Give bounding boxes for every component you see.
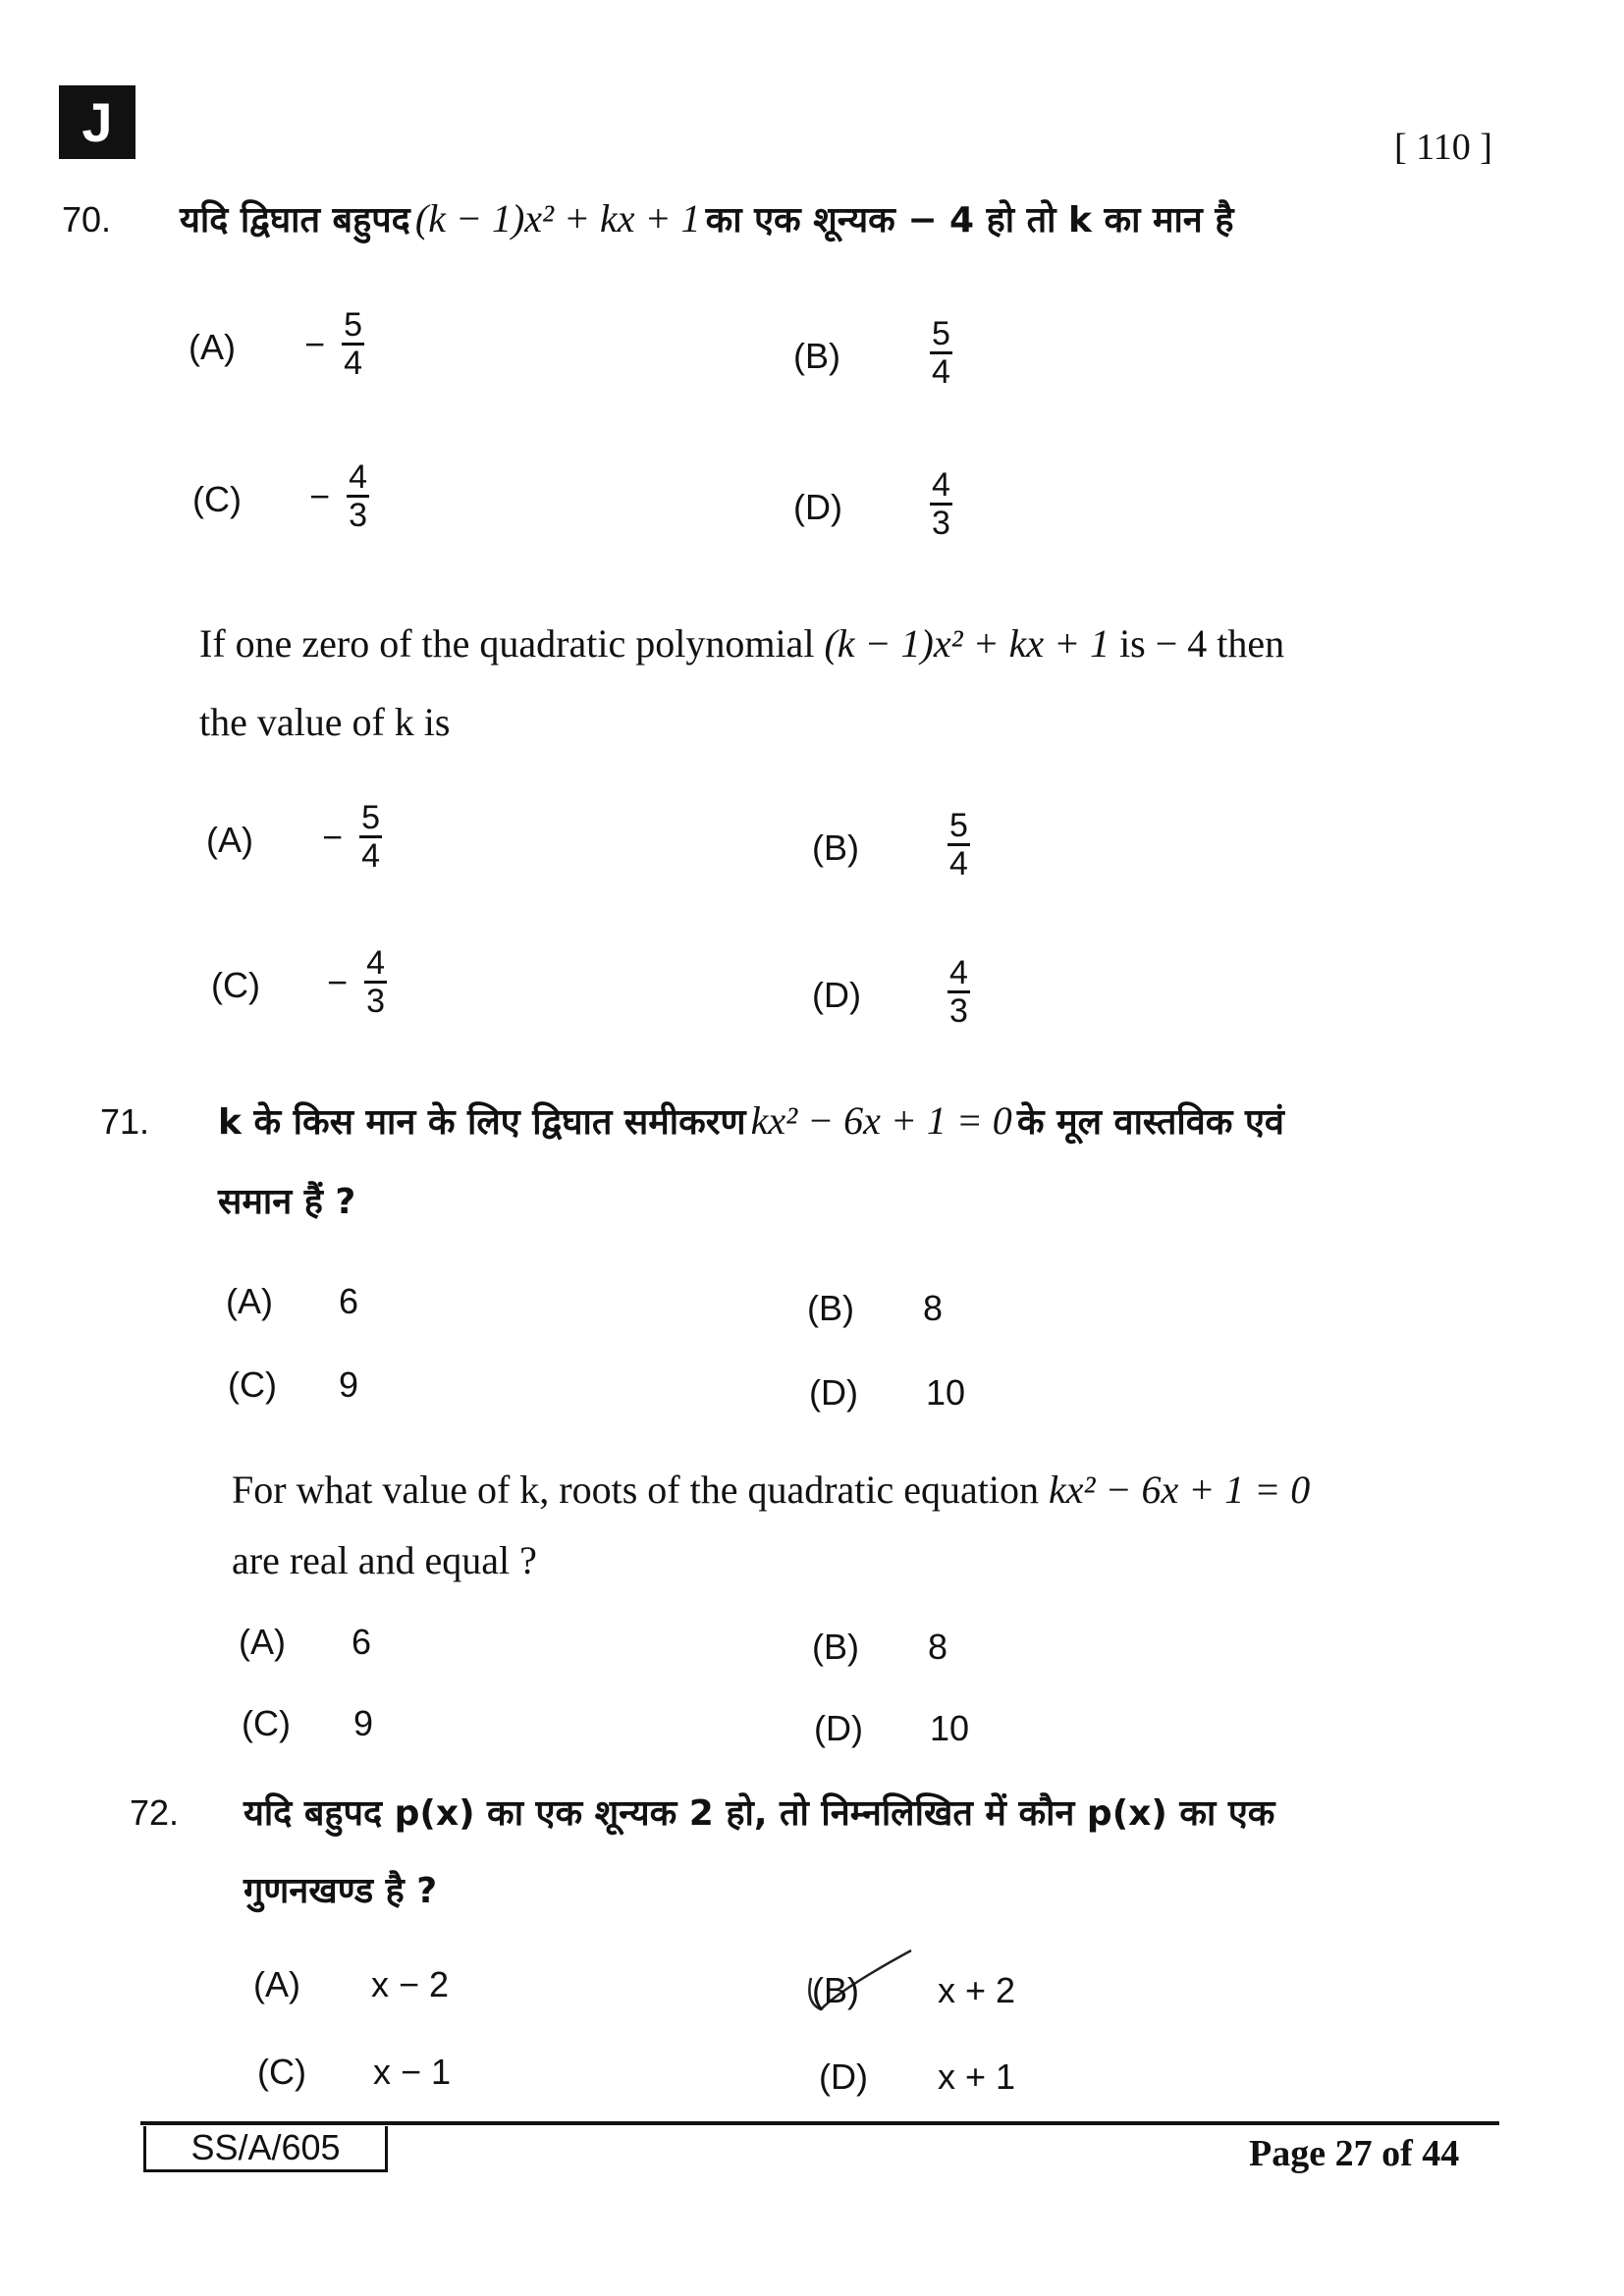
option-label: (C) [242,1703,291,1743]
denominator: 4 [344,345,363,382]
minus-sign: − [309,475,331,516]
option-value: x − 1 [373,2052,452,2092]
text: के मूल वास्तविक एवं [1016,1102,1284,1143]
option-value: 9 [339,1364,359,1405]
math-expression: (k − 1)x² + kx + 1 [414,196,701,240]
question-72-hindi-line2: गुणनखण्ड है ? [244,1871,438,1911]
denominator: 3 [349,497,368,534]
denominator: 4 [361,837,381,875]
fraction [930,316,952,390]
option-value [322,800,382,874]
question-number: 71. [100,1101,150,1142]
option-label: (C) [192,479,242,519]
question-71-hindi-line1 [218,1096,1284,1145]
question-71-hindi-line2: समान हैं ? [218,1182,356,1222]
option-label: (A) [206,820,253,860]
fraction [947,808,970,881]
math-expression: kx² − 6x + 1 = 0 [1049,1468,1311,1512]
option-label: (D) [819,2056,868,2097]
option-label: (C) [211,965,260,1005]
option-label: (D) [814,1708,863,1748]
text: का एक शून्यक − 4 हो तो k का मान है [705,200,1234,240]
option-value: 10 [930,1708,970,1748]
option-value [918,467,952,541]
denominator: 3 [932,505,950,542]
option-label: (A) [253,1964,300,2004]
question-71-english-line2: are real and equal ? [232,1538,537,1582]
numerator: 5 [949,807,968,844]
question-70-english-line2: the value of k is [199,700,451,744]
question-70-english-line1 [199,620,1284,667]
math-expression: kx² − 6x + 1 = 0 [750,1098,1012,1143]
page-marker: [ 110 ] [1394,127,1492,168]
option-label: (D) [793,487,842,527]
option-value [304,307,364,381]
option-value [327,945,387,1019]
option-label: (B) [812,828,859,868]
option-label: (B) [812,1970,859,2010]
fraction [359,800,382,874]
text: यदि द्विघात बहुपद [180,200,410,240]
fraction [342,307,364,381]
option-value [918,316,952,390]
fraction [364,945,387,1019]
option-value: 6 [339,1281,359,1321]
numerator: 4 [949,954,968,991]
text: is − 4 then [1119,621,1285,666]
denominator: 4 [932,353,950,391]
denominator: 3 [366,983,386,1020]
option-label: (B) [812,1627,859,1667]
text: If one zero of the quadratic polynomial [199,621,815,666]
option-value [309,459,369,533]
option-label: (B) [807,1288,854,1328]
option-value: 9 [353,1703,374,1743]
option-value: x + 1 [938,2056,1016,2097]
math-expression: (k − 1)x² + kx + 1 [824,621,1110,666]
paper-code: SS/A/605 [143,2126,388,2172]
option-value: 8 [923,1288,944,1328]
option-value: x + 2 [938,1970,1016,2010]
minus-sign: − [304,323,326,364]
minus-sign: − [327,961,349,1002]
numerator: 5 [344,306,363,344]
option-label: (D) [812,975,861,1015]
fraction [347,459,369,533]
fraction [947,955,970,1029]
numerator: 5 [932,315,950,352]
denominator: 3 [949,992,968,1030]
question-72-hindi-line1: यदि बहुपद p(x) का एक शून्यक 2 हो, तो निम्नलिखित में कौन p(x) का एक [244,1793,1275,1834]
question-number: 70. [62,199,112,240]
numerator: 4 [932,466,950,504]
option-label: (A) [189,327,236,367]
numerator: 4 [349,458,368,496]
fraction [930,467,952,541]
question-70-hindi [180,194,1233,242]
footer-rule [140,2121,1499,2125]
option-value [936,808,970,881]
text: For what value of k, roots of the quadratic equation [232,1468,1039,1512]
option-value: x − 2 [371,1964,450,2004]
question-number: 72. [130,1792,180,1833]
option-label: (C) [228,1364,277,1405]
option-label: (A) [226,1281,273,1321]
option-label: (A) [239,1622,286,1662]
numerator: 4 [366,944,386,982]
text: k के किस मान के लिए द्विघात समीकरण [218,1102,746,1143]
option-value: 10 [926,1372,966,1413]
option-value [936,955,970,1029]
set-code-badge: J [59,85,135,159]
page-number: Page 27 of 44 [1249,2133,1460,2174]
minus-sign: − [322,816,344,857]
numerator: 5 [361,799,381,836]
option-label: (C) [257,2052,306,2092]
option-value: 6 [352,1622,372,1662]
option-label: (D) [809,1372,858,1413]
option-value: 8 [928,1627,948,1667]
question-71-english-line1 [232,1467,1310,1513]
denominator: 4 [949,845,968,882]
option-label: (B) [793,336,840,376]
